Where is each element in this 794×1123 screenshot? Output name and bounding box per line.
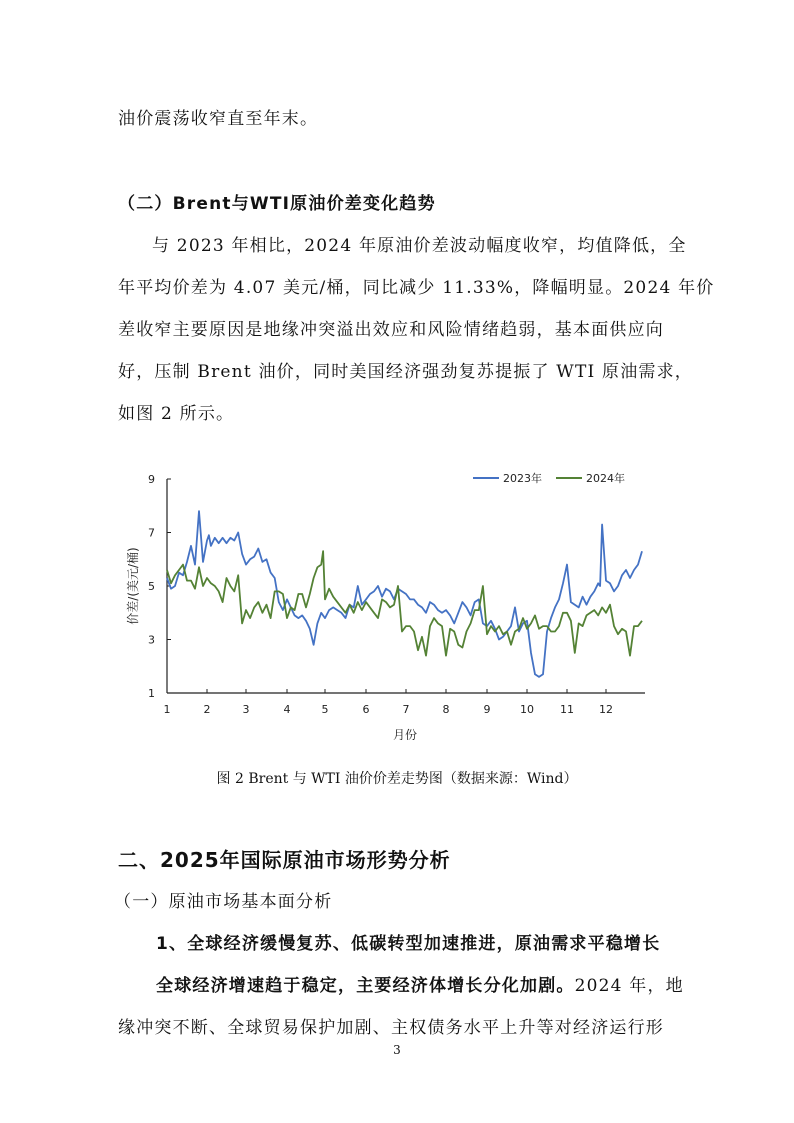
svg-text:9: 9 <box>148 473 155 486</box>
main-heading: 二、2025年国际原油市场形势分析 <box>118 848 451 872</box>
price-spread-chart <box>0 460 794 760</box>
svg-text:5: 5 <box>321 703 329 716</box>
svg-text:价差/(美元/桶): 价差/(美元/桶) <box>126 547 140 625</box>
svg-text:5: 5 <box>148 580 155 593</box>
svg-text:11: 11 <box>560 703 574 716</box>
svg-text:月份: 月份 <box>392 728 418 742</box>
sub-heading: （一）原油市场基本面分析 <box>114 892 333 912</box>
paragraph-line: 与 2023 年相比，2024 年原油价差波动幅度收窄，均值降低，全 <box>152 236 687 256</box>
paragraph-line: 差收窄主要原因是地缘冲突溢出效应和风险情绪趋弱，基本面供应向 <box>118 320 664 340</box>
svg-text:6: 6 <box>362 703 370 716</box>
section-heading: （二）Brent与WTI原油价差变化趋势 <box>118 194 436 214</box>
paragraph-line: 缘冲突不断、全球贸易保护加剧、主权债务水平上升等对经济运行形 <box>118 1018 664 1038</box>
paragraph-top: 油价震荡收窄直至年末。 <box>118 109 319 129</box>
svg-text:7: 7 <box>148 526 155 540</box>
svg-text:7: 7 <box>402 703 410 716</box>
figure-caption: 图 2 Brent 与 WTI 油价价差走势图（数据来源：Wind） <box>216 771 578 787</box>
svg-text:2: 2 <box>203 703 211 716</box>
chart-axes <box>125 473 645 742</box>
svg-text:3: 3 <box>242 703 250 716</box>
svg-text:1: 1 <box>148 687 155 700</box>
svg-text:10: 10 <box>520 703 534 716</box>
paragraph-line: 好，压制 Brent 油价，同时美国经济强劲复苏提振了 WTI 原油需求， <box>118 362 694 382</box>
page-number: 3 <box>393 1043 401 1057</box>
paragraph-line <box>156 971 716 996</box>
paragraph-rest: 2024 年，地 <box>574 976 684 996</box>
paragraph-line: 年平均价差为 4.07 美元/桶，同比减少 11.33%，降幅明显。2024 年价 <box>118 278 715 298</box>
svg-text:9: 9 <box>483 703 491 716</box>
svg-text:2023年: 2023年 <box>503 472 542 485</box>
paragraph-line: 如图 2 所示。 <box>118 404 235 424</box>
svg-text:4: 4 <box>283 703 291 716</box>
paragraph-bold-lead: 全球经济增速趋于稳定，主要经济体增长分化加剧。 <box>156 976 575 996</box>
chart-legend <box>473 471 625 485</box>
point-heading: 1、全球经济缓慢复苏、低碳转型加速推进，原油需求平稳增长 <box>156 934 661 954</box>
svg-text:2024年: 2024年 <box>586 472 625 485</box>
svg-text:3: 3 <box>148 633 155 647</box>
svg-text:8: 8 <box>442 703 450 716</box>
chart-series <box>167 511 642 677</box>
svg-text:1: 1 <box>163 703 171 716</box>
svg-text:12: 12 <box>599 703 613 716</box>
